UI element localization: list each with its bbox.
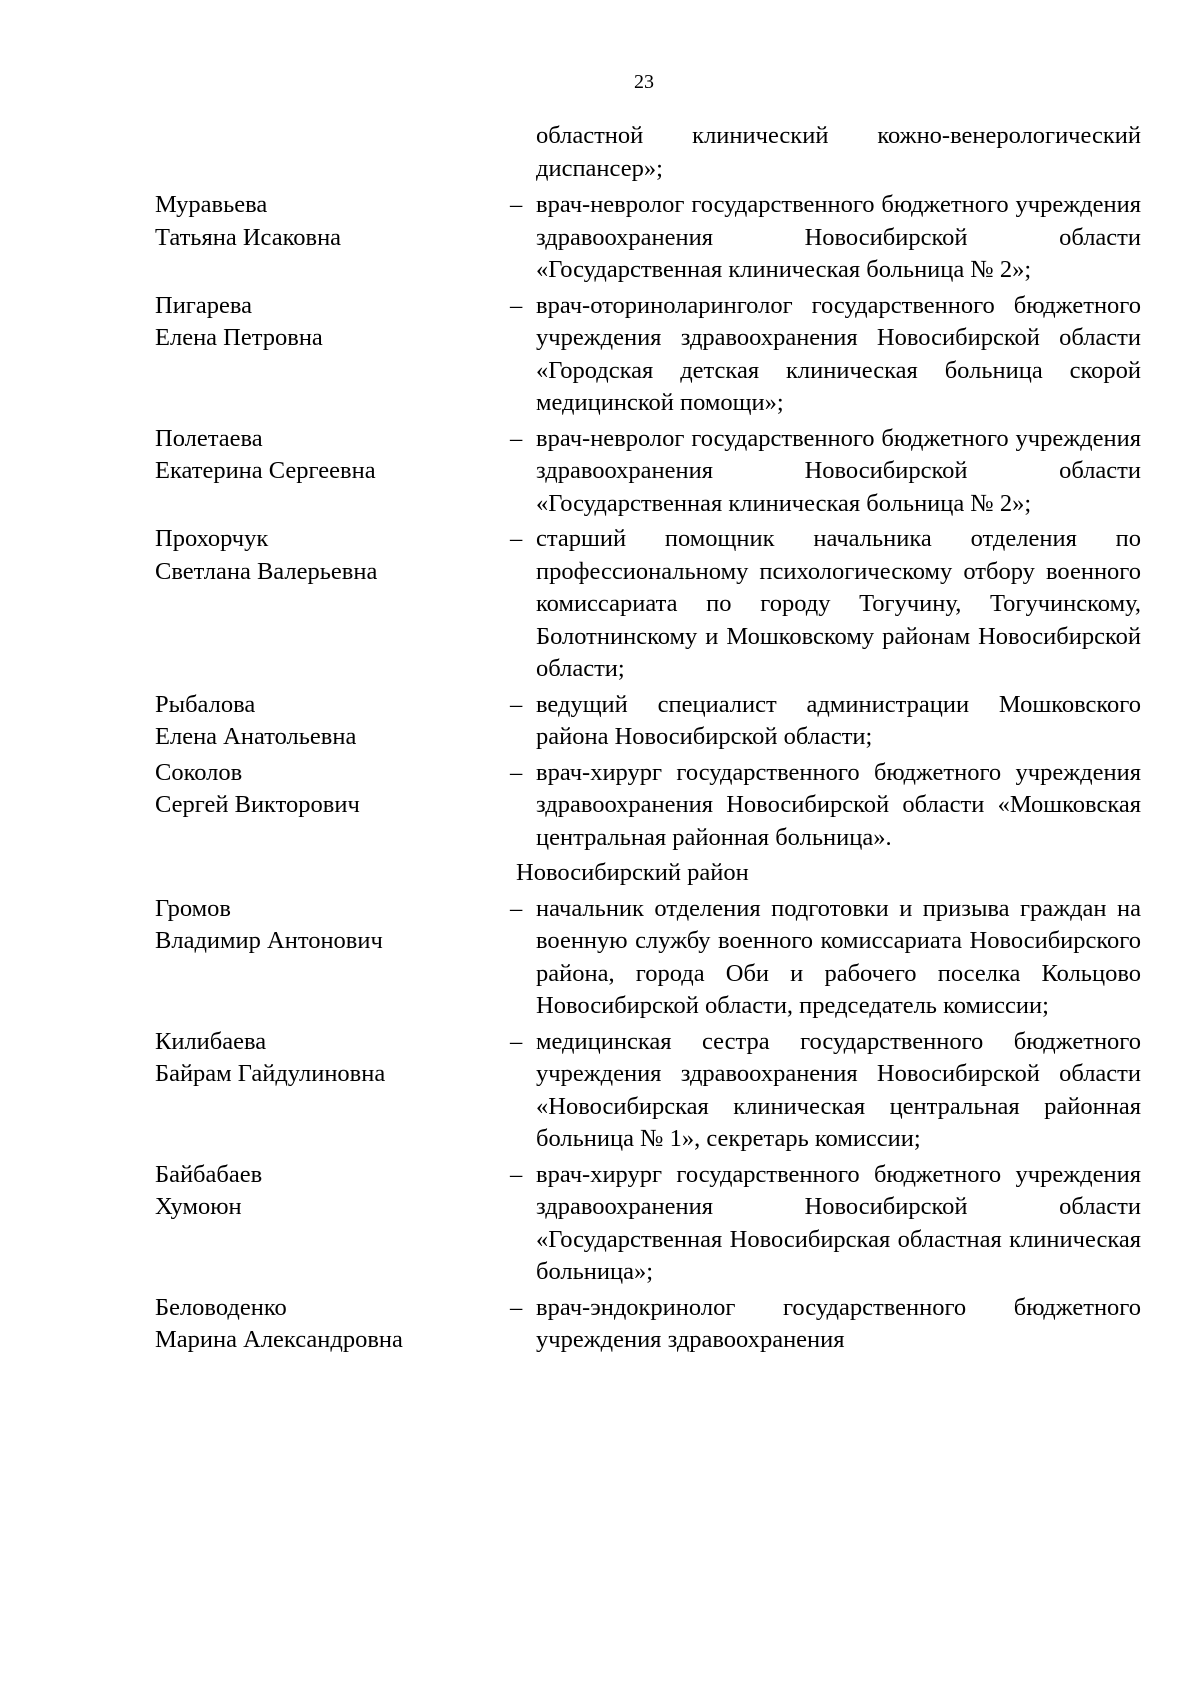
member-description: врач-невролог государственного бюджетного учреждения здравоохранения Новосибирской области «Государственная клиническая больница № 2»; [536, 191, 1141, 283]
member-name [155, 893, 495, 958]
member-description: начальник отделения подготовки и призыва граждан на военную службу военного комиссариата Новосибирского района, города Оби и рабочего поселка Кольцово Новосибирской области, председатель комиссии; [536, 894, 1141, 1019]
member-entry [0, 1292, 1200, 1357]
continuation-text: областной клинический кожно-венерологический диспансер»; [536, 122, 1141, 182]
member-given-names: Елена Петровна [155, 324, 323, 351]
entry-dash: – [510, 191, 523, 218]
member-name [155, 1292, 495, 1357]
entry-dash: – [510, 690, 523, 718]
member-name [155, 423, 495, 488]
member-description: старший помощник начальника отделения по профессиональному психологическому отбору военного комиссариата по городу Тогучину, Тогучинскому, Болотнинскому и Мошковскому районам Новосибирской области; [536, 525, 1141, 682]
member-given-names: Сергей Викторович [155, 791, 360, 818]
entry-list-before [0, 189, 1200, 854]
member-surname: Килибаева [155, 1027, 267, 1055]
member-description: врач-невролог государственного бюджетного учреждения здравоохранения Новосибирской области «Государственная клиническая больница № 2»; [536, 424, 1141, 517]
member-surname: Полетаева [155, 424, 263, 452]
member-surname: Рыбалова [155, 690, 256, 718]
entry-list-after [0, 893, 1200, 1357]
member-given-names: Хумоюн [155, 1193, 242, 1220]
member-entry [0, 290, 1200, 420]
member-surname: Пигарева [155, 291, 252, 319]
member-given-names: Екатерина Сергеевна [155, 457, 376, 484]
member-description: врач-эндокринолог государственного бюджетного учреждения здравоохранения [536, 1293, 1141, 1353]
entry-dash: – [510, 758, 523, 786]
member-name [155, 1026, 495, 1091]
member-description: врач-хирург государственного бюджетного учреждения здравоохранения Новосибирской области «Мошковская центральная районная больница». [536, 758, 1141, 851]
member-name [155, 290, 495, 355]
member-surname: Громов [155, 894, 231, 922]
entry-dash: – [510, 424, 523, 452]
entry-dash: – [510, 291, 523, 319]
member-description: врач-хирург государственного бюджетного учреждения здравоохранения Новосибирской области «Государственная Новосибирская областная клиническая больница»; [536, 1160, 1141, 1285]
member-given-names: Елена Анатольевна [155, 723, 357, 750]
member-surname: Муравьева [155, 191, 268, 218]
member-given-names: Байрам Гайдулиновна [155, 1060, 386, 1087]
member-description: ведущий специалист администрации Мошковского района Новосибирской области; [536, 690, 1141, 750]
member-entry [0, 523, 1200, 686]
member-name [155, 189, 495, 254]
member-entry [0, 893, 1200, 1023]
member-name [155, 1159, 495, 1224]
member-entry [0, 189, 1200, 287]
member-name [155, 689, 495, 754]
entry-dash: – [510, 1027, 523, 1055]
member-given-names: Светлана Валерьевна [155, 557, 378, 585]
member-entry [0, 1159, 1200, 1289]
member-entry [0, 689, 1200, 754]
entry-dash: – [510, 894, 523, 922]
member-surname: Прохорчук [155, 525, 269, 552]
member-entry [0, 757, 1200, 855]
entry-dash: – [510, 525, 523, 552]
member-surname: Байбабаев [155, 1160, 263, 1188]
member-name [155, 523, 495, 588]
member-given-names: Марина Александровна [155, 1326, 403, 1353]
page-number: 23 [634, 71, 654, 93]
member-description: медицинская сестра государственного бюджетного учреждения здравоохранения Новосибирской области «Новосибирская клиническая центральная районная больница № 1», секретарь комиссии; [536, 1027, 1141, 1152]
member-given-names: Татьяна Исаковна [155, 223, 342, 251]
entry-dash: – [510, 1160, 523, 1188]
member-surname: Беловоденко [155, 1293, 287, 1321]
member-entry [0, 1026, 1200, 1156]
entry-dash: – [510, 1293, 523, 1321]
document-body [0, 120, 1200, 1360]
member-given-names: Владимир Антонович [155, 927, 383, 954]
member-entry [0, 423, 1200, 521]
member-description: врач-оториноларинголог государственного бюджетного учреждения здравоохранения Новосибирской области «Городская детская клиническая больница скорой медицинской помощи»; [536, 291, 1141, 416]
section-heading: Новосибирский район [516, 859, 749, 886]
member-surname: Соколов [155, 758, 243, 786]
member-name [155, 757, 495, 822]
